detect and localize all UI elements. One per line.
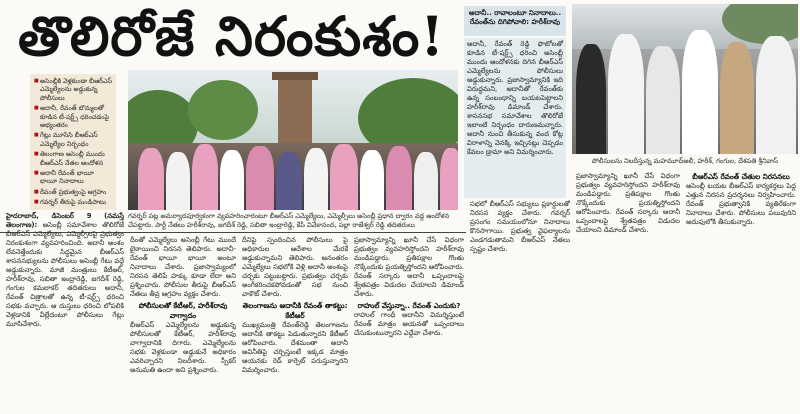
column-text: రాహుల్‌ గాంధీ అదానీని విమర్శిస్తుంటే రేవంత్‌ మాత్రం ఆయనతో ఒప్పందాలు చేసుకుంటున్నారని ఎద్దేవా చేశారు. [354, 311, 464, 337]
column-subhead: పోలీసులతో కేటీఆర్‌, హరీశ్‌రావు వాగ్వాదం [138, 301, 228, 320]
leaders-police-photo [572, 4, 798, 154]
bullet-item: ■ తెలంగాణ అసెంబ్లీ ముందు బీఆర్ఎస్ నేతల ఆందోళన [34, 150, 112, 167]
main-photo-caption: గవర్నర్‌ పట్ల అమర్యాదపూర్వకంగా వ్యవహరించారంటూ బీఆర్‌ఎస్‌ ఎమ్మెల్యేలు, ఎమ్మెల్సీలు అసెంబ్లీ ప్రధాన ద్వారం వద్ద ఆందోళన చేపట్టారు. పార్టీ నేతలు హరీశ్‌రావు, జగదీశ్‌ రెడ్డి, సబితా ఇంద్రారెడ్డి, కేపీ వివేకానంద, పల్లా రాజేశ్వర్‌ రెడ్డి తదితరులు [128, 212, 450, 229]
article-column-7 [686, 172, 796, 412]
bullet-item: ■ రేవంత్ ప్రభుత్వంపై ఆగ్రహం [34, 188, 112, 196]
assembly-protest-photo [128, 70, 458, 210]
column-subhead: బీఆర్‌ఎస్‌ రేవంత్‌ చేతుల నిరసనలు [692, 172, 790, 181]
article-column-4 [354, 236, 464, 412]
column-text: దీనిపై స్పందించిన పోలీసులు పై అధికారుల ఆదేశాల మేరకే అడ్డుకున్నామని తెలిపారు. అనంతరం ఎమ్మెల్యేలు సభలోకి వెళ్లి అదానీ అంశంపై చర్చకు పట్టుబట్టారు. ప్రభుత్వం చర్చకు అంగీకరించకపోవడంతో సభ నుంచి వాకౌట్‌ చేశారు. [242, 236, 348, 298]
article-column-5 [470, 200, 570, 412]
sidebox-body: అదానీ, రేవంత్‌ రెడ్డి ఫొటోలతో కూడిన టీ-షర్ట్స్‌ ధరించి అసెంబ్లీ ముందు ఆందోళనకు దిగిన బీఆర్‌ఎస్‌ ఎమ్మెల్యేలను పోలీసులు అడ్డుకున్నారు. ప్రజాస్వామ్యానికి ఇది విరుద్ధమని, అదానీతో రేవంత్‌కు ఉన్న సంబంధాన్ని బయటపెట్టాలని హరీశ్‌రావు డిమాండ్‌ చేశారు. శాసనసభ సమావేశాల తొలిరోజే ఇలాంటి నిర్బంధం దారుణమన్నారు. అదానీ నుంచి తీసుకున్న వంద కోట్ల విరాళాన్ని వెనక్కి ఇచ్చినట్లు చెప్పడం కేవలం డ్రామా అని విమర్శించారు. [464, 38, 566, 198]
column-text: అసెంబ్లీ బయట బీఆర్‌ఎస్‌ కార్యకర్తలు పెద్ద ఎత్తున నిరసన ప్రదర్శనలు నిర్వహించారు. రేవంత్‌ ప్రభుత్వానికి వ్యతిరేకంగా నినాదాలు చేశారు. పోలీసులు పలువురిని అదుపులోకి తీసుకున్నారు. [686, 182, 796, 226]
sidebox-heading: అదానీ.. రావాలంటూ నినాదాలు.. రేవంత్‌ను దిగిపోవాలి: హరీశ్‌రావు [464, 6, 566, 36]
article-column-6 [576, 172, 680, 412]
bullet-item: ■ గవర్నర్ తీరుపై మండిపాటు [34, 198, 112, 206]
bullet-item: ■ అసెంబ్లీకి వెళ్లకుండా బీఆర్ఎస్ ఎమ్మెల్యేలను అడ్డుకున్న పోలీసులు [34, 77, 112, 102]
right-photo-caption: పోలీసులను నిలదీస్తున్న మహమూద్‌అలీ, హరీశ్‌, గంగుల, దేశపతి శ్రీనివాస్ [591, 157, 779, 165]
article-column-2 [130, 236, 236, 412]
page-headline: తొలిరోజే నిరంకుశం! [18, 4, 445, 68]
column-text: బీఆర్‌ఎస్‌ ఎమ్మెల్యేలను అడ్డుకున్న పోలీసులతో కేటీఆర్‌, హరీశ్‌రావు వాగ్వాదానికి దిగారు. ఎమ్మెల్యేలను సభకు వెళ్లకుండా అడ్డుకునే అధికారం ఎవరిచ్చారని నిలదీశారు. స్పీకర్‌ అనుమతి ఉందా అని ప్రశ్నించారు. [130, 321, 236, 374]
column-text: దీంతో ఎమ్మెల్యేలు అసెంబ్లీ గేటు ముందే బైఠాయించి నిరసన తెలిపారు. అదానీ-రేవంత్‌ భాయీ భాయీ అంటూ నినాదాలు చేశారు. ప్రజాస్వామ్యంలో నిరసన తెలిపే హక్కు కూడా లేదా అని ప్రశ్నించారు. పోలీసుల తీరుపై బీఆర్‌ఎస్‌ నేతలు తీవ్ర ఆగ్రహం వ్యక్తం చేశారు. [130, 236, 236, 298]
summary-bullets [30, 74, 116, 210]
article-column-3 [242, 236, 348, 412]
article-column-1 [6, 212, 124, 412]
column-text: ప్రజాస్వామ్యాన్ని ఖూనీ చేసే విధంగా ప్రభుత్వం వ్యవహరిస్తోందని హరీశ్‌రావు మండిపడ్డారు. ప్రతిపక్షాల గొంతు నొక్కేందుకు ప్రయత్నిస్తోందని ఆరోపించారు. రేవంత్‌ సర్కారు అదానీ ఒప్పందాలపై శ్వేతపత్రం విడుదల చేయాలని డిమాండ్‌ చేశారు. [354, 236, 464, 298]
column-text: ముఖ్యమంత్రి రేవంత్‌రెడ్డి తెలంగాణను అదానీకి తాకట్టు పెడుతున్నారని కేటీఆర్‌ ఆరోపించారు. దేశమంతా అదానీ అవినీతిపై చర్చిస్తుంటే ఇక్కడ మాత్రం ఆయనకు రెడ్‌ కార్పెట్‌ పరుస్తున్నారని విమర్శించారు. [242, 321, 348, 374]
column-text: సభలో బీఆర్‌ఎస్‌ సభ్యులు ప్లకార్డులతో నిరసన వ్యక్తం చేశారు. గవర్నర్‌ ప్రసంగం సమయంలోనూ నినాదాలు కొనసాగాయి. ప్రభుత్వ వైఫల్యాలను ఎండగడుతామని బీఆర్‌ఎస్‌ నేతలు స్పష్టం చేశారు. [470, 200, 570, 253]
column-text: ప్రజాస్వామ్యాన్ని ఖూనీ చేసే విధంగా ప్రభుత్వం వ్యవహరిస్తోందని హరీశ్‌రావు మండిపడ్డారు. ప్రతిపక్షాల గొంతు నొక్కేందుకు ప్రయత్నిస్తోందని ఆరోపించారు. రేవంత్‌ సర్కారు అదానీ ఒప్పందాలపై శ్వేతపత్రం విడుదల చేయాలని డిమాండ్‌ చేశారు. [576, 172, 680, 234]
bullet-item: ■ అదానీ, రేవంత్ బొమ్మలతో కూడిన టీ-షర్ట్స్ ధరించడంపై అభ్యంతరం [34, 104, 112, 129]
bullet-item: ■ గేట్లు మూసేసి బీఆర్ఎస్ ఎమ్మెల్యేల నిర్బంధం [34, 131, 112, 148]
bullet-item: ■ అదానీ రేవంత్ భాయీ భాయీ నినాదాలు [34, 169, 112, 186]
column-subhead: రాహుల్‌ వేస్తున్నా.. రేవంత్‌ ఎందుకు? [357, 301, 461, 310]
column-text: అసెంబ్లీ సమావేశాల తొలిరోజే బీఆర్‌ఎస్‌ ఎమ్మెల్యేలు, ఎమ్మెల్సీలపై ప్రభుత్వం నిరంకుశంగా వ్యవహరించింది. అదానీ అంశం లేవనెత్తేందుకు సిద్ధమైన బీఆర్‌ఎస్‌ శాసనసభ్యులను పోలీసులు అసెంబ్లీ గేటు వద్దే అడ్డుకున్నారు. మాజీ మంత్రులు కేటీఆర్‌, హరీశ్‌రావు, సబితా ఇంద్రారెడ్డి, జగదీశ్‌ రెడ్డి, గంగుల కమలాకర్‌ తదితరులు అదానీ, రేవంత్‌ చిత్రాలతో ఉన్న టీ-షర్ట్స్‌ ధరించి సభకు వచ్చారు. ఆ దుస్తులు ధరించి లోపలికి వెళ్లడానికి వీల్లేదంటూ పోలీసులు గేట్లు మూసివేశారు. [6, 221, 124, 328]
article-dateline: హైదరాబాద్‌, డిసెంబర్‌ 9 (నమస్తే తెలంగాణ): [6, 212, 124, 229]
column-subhead: తెలంగాణను అదానీకి రేవంత్‌ తాకట్టు: కేటీఆర్‌ [242, 301, 348, 320]
